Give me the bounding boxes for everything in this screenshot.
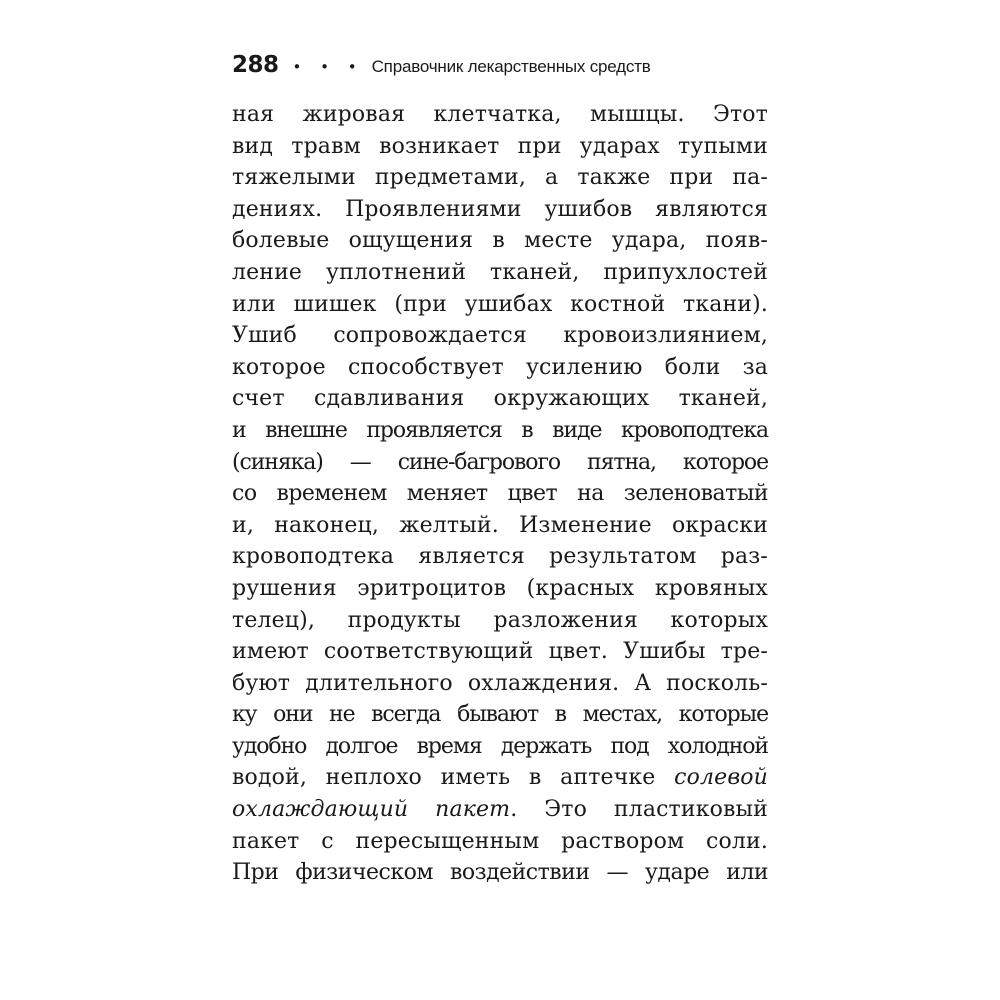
text-segment: водой, неплохо иметь в аптечке [232,765,675,791]
text-line: удобно долгое время держать под холодной [232,733,768,759]
text-line [232,762,768,794]
text-line: со временем меняет цвет на зеленоватый [232,481,768,507]
book-title: Справочник лекарственных средств [371,57,651,76]
text-line: телец), продукты разложения которых [232,607,768,633]
text-line: ление уплотнений тканей, припухлостей [232,259,768,285]
text-line: имеют соответствующий цвет. Ушибы тре- [232,639,768,665]
text-line: болевые ощущения в месте удара, появ- [232,228,768,254]
text-line: и, наконец, желтый. Изменение окраски [232,512,768,538]
italic-term: солевой [674,765,768,791]
text-line: пакет с пересыщенным раствором соли. [232,828,768,854]
text-line: которое способствует усилению боли за [232,354,768,380]
text-line: (синяка) — сине-багрового пятна, которое [232,449,768,475]
text-line [232,794,768,826]
text-line: или шишек (при ушибах костной ткани). [232,291,768,317]
text-line: и внешне проявляется в виде кровоподтека [232,417,768,443]
text-line: ку они не всегда бывают в местах, которые [232,702,768,728]
text-line: дениях. Проявлениями ушибов являются [232,196,768,222]
text-line: кровоподтека является результатом раз- [232,544,768,570]
text-line: буют длительного охлаждения. А посколь- [232,670,768,696]
text-segment: . Это пластиковый [510,797,768,823]
body-text [232,99,768,889]
text-line: ная жировая клетчатка, мышцы. Этот [232,102,768,127]
header-separator: • • • [292,58,364,76]
text-line: счет сдавливания окружающих тканей, [232,386,768,412]
page-number: 288 [232,52,279,78]
italic-term: охлаждающий пакет [232,797,511,823]
book-page [232,52,768,889]
text-line: вид травм возникает при ударах тупыми [232,133,768,159]
text-line: рушения эритроцитов (красных кровяных [232,575,768,601]
text-line: Ушиб сопровождается кровоизлиянием, [232,323,768,349]
running-header [232,52,768,82]
text-line: тяжелыми предметами, а также при па- [232,165,768,191]
text-line: При физическом воздействии — ударе или [232,860,768,886]
